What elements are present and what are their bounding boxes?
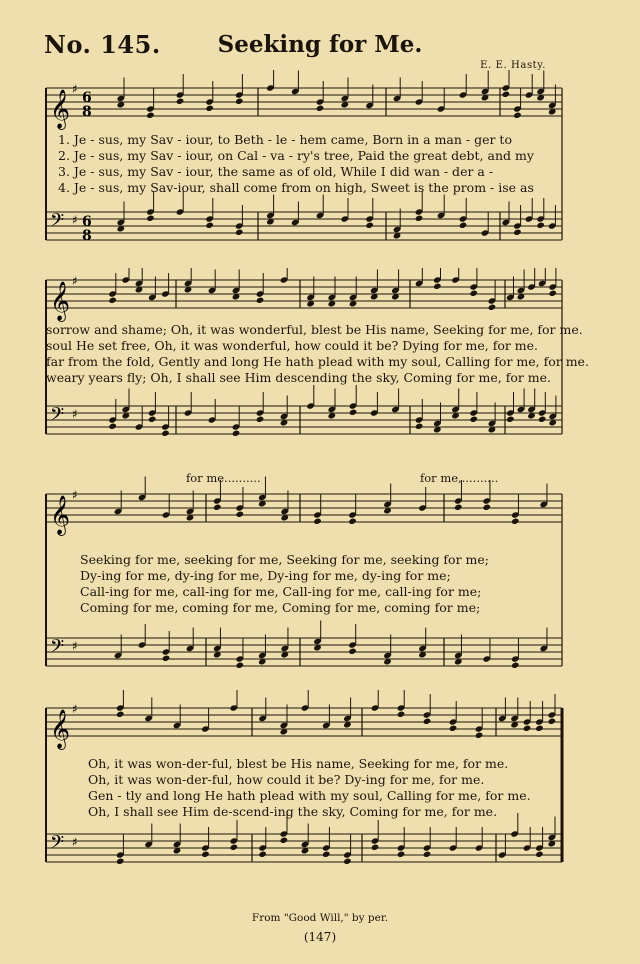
- music-system-4: [0, 690, 640, 900]
- verse-line: sorrow and shame; Oh, it was wonderful, blest be His name, Seeking for me, for me.: [46, 322, 583, 337]
- verse-line: Coming for me, coming for me, Coming for me, coming for me;: [80, 600, 481, 615]
- sharp-sign: ♯: [72, 702, 78, 716]
- sharp-sign: ♯: [72, 407, 78, 421]
- note-head: [205, 222, 214, 229]
- bass-clef: 𝄢: [50, 210, 65, 236]
- note-head: [397, 711, 406, 718]
- note-head: [475, 732, 484, 739]
- note-head: [148, 416, 157, 423]
- staff: [46, 708, 562, 736]
- note-head: [459, 222, 468, 229]
- note-head: [116, 858, 125, 865]
- note-head: [415, 423, 424, 430]
- verse-line: 1. Je - sus, my Sav - iour, to Beth - le - hem came, Born in a man - ger to: [58, 132, 512, 147]
- note-head: [513, 112, 522, 119]
- sharp-sign: ♯: [72, 274, 78, 288]
- note-head: [535, 851, 544, 858]
- note-head: [258, 851, 267, 858]
- treble-clef: 𝄞: [50, 89, 71, 129]
- source-credit: From "Good Will," by per.: [251, 912, 389, 924]
- verse-line: Call-ing for me, call-ing for me, Call-ing for me, call-ing for me;: [80, 584, 482, 599]
- note-head: [449, 725, 458, 732]
- time-signature-bottom: 8: [82, 228, 92, 244]
- hymn-author: E. E. Hasty.: [480, 60, 546, 71]
- sharp-sign: ♯: [72, 213, 78, 227]
- note-head: [523, 725, 532, 732]
- sharp-sign: ♯: [72, 639, 78, 653]
- echo-text: for me..........: [186, 471, 261, 485]
- verse-line: Oh, I shall see Him de-scend-ing the sky, Coming for me, for me.: [88, 804, 498, 819]
- verse-line: Gen - tly and long He hath plead with my soul, Calling for me, for me.: [88, 788, 531, 803]
- note-head: [213, 504, 222, 511]
- note-head: [230, 844, 239, 851]
- note-head: [511, 662, 520, 669]
- staff: [46, 280, 562, 308]
- note-head: [513, 229, 522, 236]
- music-system-2: [0, 268, 640, 468]
- note-head: [146, 112, 155, 119]
- note-head: [548, 290, 557, 297]
- bass-clef: 𝄢: [50, 404, 65, 430]
- note-head: [316, 105, 325, 112]
- note-head: [538, 416, 547, 423]
- verse-line: Seeking for me, seeking for me, Seeking for me, seeking for me;: [80, 552, 489, 567]
- note-head: [397, 851, 406, 858]
- note-head: [454, 504, 463, 511]
- note-head: [201, 851, 210, 858]
- note-head: [506, 416, 515, 423]
- note-head: [313, 518, 322, 525]
- note-head: [433, 283, 442, 290]
- hymn-number: No. 145.: [44, 30, 161, 59]
- note-head: [235, 98, 244, 105]
- note-head: [232, 430, 241, 437]
- note-head: [235, 511, 244, 518]
- note-head: [415, 215, 424, 222]
- verse-line: Dy-ing for me, dy-ing for me, Dy-ing for me, dy-ing for me;: [80, 568, 451, 583]
- note-head: [322, 851, 331, 858]
- verse-line: Oh, it was won-der-ful, how could it be? Dy-ing for me, for me.: [88, 772, 485, 787]
- note-head: [469, 416, 478, 423]
- note-head: [205, 105, 214, 112]
- note-head: [371, 844, 380, 851]
- note-head: [235, 229, 244, 236]
- note-head: [548, 718, 557, 725]
- note-head: [502, 91, 511, 98]
- note-head: [348, 648, 357, 655]
- verse-line: 2. Je - sus, my Sav - iour, on Cal - va - ry's tree, Paid the great debt, and my: [58, 148, 534, 163]
- sharp-sign: ♯: [72, 835, 78, 849]
- echo-text: for me,..........: [420, 471, 499, 485]
- note-head: [176, 98, 185, 105]
- note-head: [365, 222, 374, 229]
- staff: [46, 638, 562, 666]
- page-number: (147): [303, 930, 337, 944]
- note-head: [116, 711, 125, 718]
- note-head: [482, 504, 491, 511]
- note-head: [256, 416, 265, 423]
- treble-clef: 𝄞: [50, 495, 71, 535]
- note-head: [161, 430, 170, 437]
- note-head: [108, 297, 117, 304]
- music-system-1: [0, 70, 640, 250]
- bass-clef: 𝄢: [50, 832, 65, 858]
- note-head: [108, 423, 117, 430]
- note-head: [423, 851, 432, 858]
- treble-clef: 𝄞: [50, 281, 71, 321]
- note-head: [146, 215, 155, 222]
- note-head: [348, 518, 357, 525]
- note-head: [488, 304, 497, 311]
- verse-line: 3. Je - sus, my Sav - iour, the same as of old, While I did wan - der a -: [58, 164, 494, 179]
- hymn-title: Seeking for Me.: [217, 31, 423, 58]
- sharp-sign: ♯: [72, 82, 78, 96]
- treble-clef: 𝄞: [50, 709, 71, 749]
- verse-line: weary years fly; Oh, I shall see Him descending the sky, Coming for me, for me.: [46, 370, 552, 385]
- note-head: [162, 655, 171, 662]
- time-signature-top: 6: [82, 214, 92, 230]
- staff: [46, 212, 562, 240]
- note-head: [536, 222, 545, 229]
- note-head: [343, 858, 352, 865]
- note-head: [256, 297, 265, 304]
- note-head: [423, 718, 432, 725]
- verse-line: soul He set free, Oh, it was wonderful, how could it be? Dying for me, for me.: [46, 338, 539, 353]
- verse-line: far from the fold, Gently and long He hath plead with my soul, Calling for me, for me.: [46, 354, 589, 369]
- note-head: [349, 409, 358, 416]
- verse-line: Oh, it was won-der-ful, blest be His name, Seeking for me, for me.: [88, 756, 509, 771]
- note-head: [280, 837, 289, 844]
- note-head: [469, 290, 478, 297]
- verse-line: 4. Je - sus, my Sav-iour, shall come from on high, Sweet is the prom - ise as: [58, 180, 534, 195]
- note-head: [535, 725, 544, 732]
- sharp-sign: ♯: [72, 488, 78, 502]
- note-head: [235, 662, 244, 669]
- bass-clef: 𝄢: [50, 636, 65, 662]
- time-signature-top: 6: [82, 90, 92, 106]
- time-signature-bottom: 8: [82, 104, 92, 120]
- music-system-3: [0, 468, 640, 678]
- note-head: [511, 518, 520, 525]
